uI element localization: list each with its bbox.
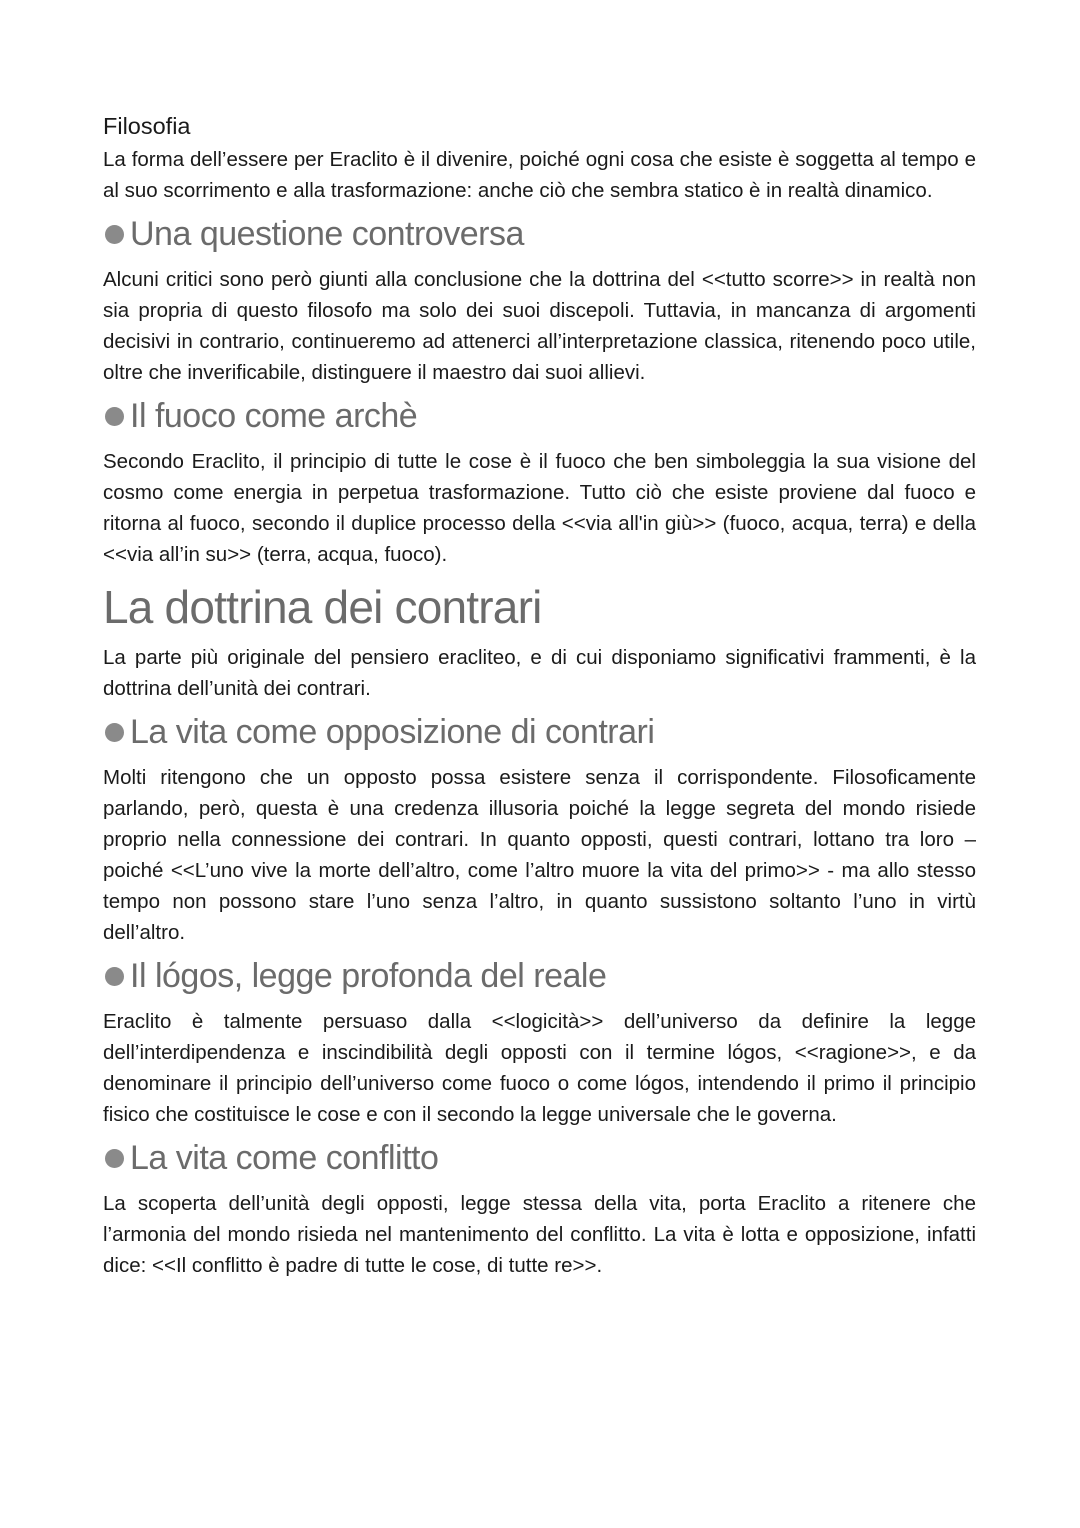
section-heading-text: La vita come opposizione di contrari	[130, 713, 655, 751]
section-paragraph-fuoco: Secondo Eraclito, il principio di tutte le cose è il fuoco che ben simboleggia la sua visione del cosmo come energia in perpetua trasformazione. Tutto ciò che esiste proviene dal fuoco e ritorna al fuoco, secondo il duplice processo della <<via all'in giù>> (fuoco, acqua, terra) e della <<via all’in su>> (terra, acqua, fuoco).	[103, 450, 976, 566]
section-heading-text: Una questione controversa	[130, 215, 524, 253]
section-heading-opposizione	[103, 708, 976, 756]
subject-label: Filosofia	[103, 113, 191, 139]
intro-paragraph: La forma dell’essere per Eraclito è il divenire, poiché ogni cosa che esiste è soggetta al tempo e al suo scorrimento e alla trasformazione: anche ciò che sembra statico è in realtà dinamico.	[103, 148, 976, 202]
section-heading-text: La vita come conflitto	[130, 1139, 439, 1177]
bullet-icon	[105, 225, 124, 244]
bullet-icon	[105, 1149, 124, 1168]
section-paragraph-conflitto: La scoperta dell’unità degli opposti, legge stessa della vita, porta Eraclito a ritenere che l’armonia del mondo risieda nel mantenimento del conflitto. La vita è lotta e opposizione, infatti dice: <<Il conflitto è padre di tutte le cose, di tutte re>>.	[103, 1192, 976, 1277]
section-heading-text: Il fuoco come archè	[130, 397, 418, 435]
document-page	[103, 108, 976, 1281]
main-intro-paragraph: La parte più originale del pensiero eracliteo, e di cui disponiamo significativi frammenti, è la dottrina dell’unità dei contrari.	[103, 646, 976, 700]
section-paragraph-questione: Alcuni critici sono però giunti alla conclusione che la dottrina del <<tutto scorre>> in realtà non sia propria di questo filosofo ma solo dei suoi discepoli. Tuttavia, in mancanza di argomenti decisivi in contrario, continueremo ad attenerci all’interpretazione classica, ritenendo poco utile, oltre che inverificabile, distinguere il maestro dai suoi allievi.	[103, 268, 976, 384]
section-heading-text: Il lógos, legge profonda del reale	[130, 957, 607, 995]
section-heading-questione	[103, 210, 976, 258]
section-paragraph-logos: Eraclito è talmente persuaso dalla <<logicità>> dell’universo da definire la legge dell’interdipendenza e inscindibilità degli opposti con il termine lógos, <<ragione>>, e da denominare il principio dell’universo come fuoco o come lógos, intendendo il primo il principio fisico che costituisce le cose e con il secondo la legge universale che le governa.	[103, 1010, 976, 1126]
bullet-icon	[105, 407, 124, 426]
bullet-icon	[105, 723, 124, 742]
section-heading-conflitto	[103, 1134, 976, 1182]
main-title: La dottrina dei contrari	[103, 581, 542, 633]
section-heading-logos	[103, 952, 976, 1000]
section-paragraph-opposizione: Molti ritengono che un opposto possa esistere senza il corrispondente. Filosoficamente parlando, però, questa è una credenza illusoria poiché la legge segreta del mondo risiede proprio nella connessione dei contrari. In quanto opposti, questi contrari, lottano tra loro – poiché <<L’uno vive la morte dell’altro, come l’altro muore la vita del primo>> - ma allo stesso tempo non possono stare l’uno senza l’altro, in quanto sussistono soltanto l’uno in virtù dell’altro.	[103, 766, 976, 944]
bullet-icon	[105, 967, 124, 986]
section-heading-fuoco	[103, 392, 976, 440]
